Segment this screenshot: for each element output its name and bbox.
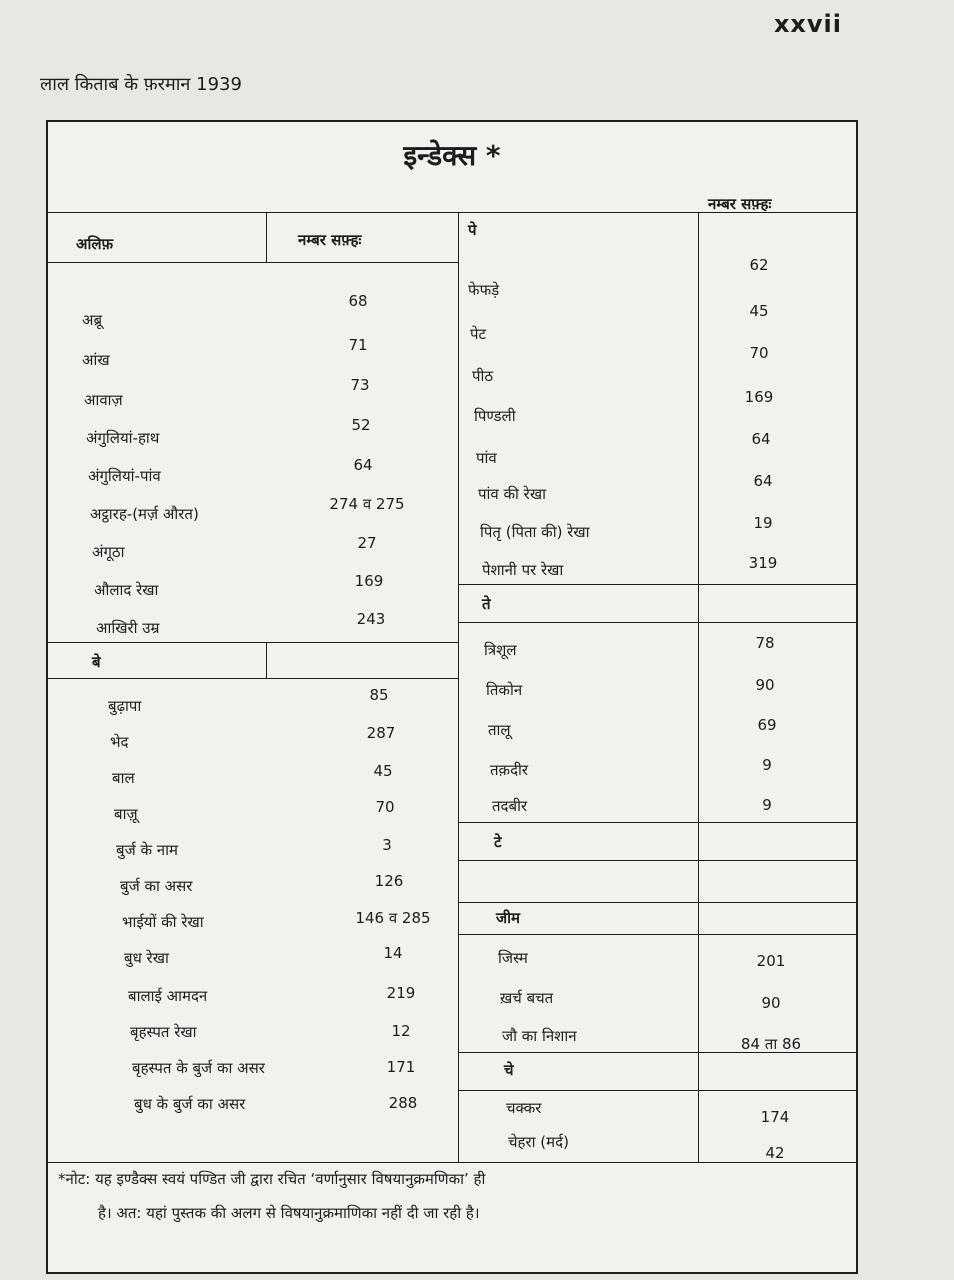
list-item-page: 45 bbox=[373, 762, 393, 780]
list-item-page: 73 bbox=[350, 376, 370, 394]
right-te-bottom bbox=[458, 622, 856, 623]
list-item: तक़दीर bbox=[490, 761, 529, 779]
list-item-page: 27 bbox=[357, 534, 377, 552]
list-item-page: 287 bbox=[366, 724, 396, 742]
right-te-top bbox=[458, 584, 856, 585]
center-divider bbox=[458, 212, 459, 1162]
left-header-page: नम्बर सफ़्हः bbox=[298, 231, 362, 249]
list-item-page: 78 bbox=[755, 634, 775, 652]
list-item: आखिरी उम्र bbox=[96, 619, 160, 637]
list-item-page: 64 bbox=[753, 472, 773, 490]
left-header-divider bbox=[48, 262, 458, 263]
list-item: जौ का निशान bbox=[502, 1027, 577, 1045]
list-item-page: 84 ता 86 bbox=[740, 1035, 802, 1053]
list-item: तिकोन bbox=[486, 681, 523, 699]
list-item: औलाद रेखा bbox=[94, 581, 159, 599]
section-heading-te: ते bbox=[482, 595, 491, 613]
index-table bbox=[46, 120, 858, 1274]
list-item: पेशानी पर रेखा bbox=[482, 561, 564, 579]
page-number: xxvii bbox=[773, 10, 842, 38]
list-item: बुढ़ापा bbox=[108, 697, 142, 715]
left-header-term: अलिफ़ bbox=[76, 235, 114, 253]
list-item-page: 64 bbox=[751, 430, 771, 448]
list-item-page: 85 bbox=[369, 686, 389, 704]
list-item-page: 3 bbox=[382, 836, 392, 854]
list-item: पिण्डली bbox=[474, 407, 516, 425]
list-item-page: 169 bbox=[744, 388, 774, 406]
right-jeem-bottom bbox=[458, 934, 856, 935]
list-item-page: 126 bbox=[374, 872, 404, 890]
section-heading-tte: टे bbox=[494, 833, 502, 851]
list-item-page: 42 bbox=[765, 1144, 785, 1162]
list-item-page: 90 bbox=[761, 994, 781, 1012]
left-page-col-divider bbox=[266, 212, 267, 262]
list-item: बृहस्पत के बुर्ज का असर bbox=[132, 1059, 265, 1077]
list-item: फेफड़े bbox=[468, 281, 500, 299]
list-item-page: 243 bbox=[356, 610, 386, 628]
list-item-page: 9 bbox=[762, 796, 772, 814]
list-item: अंगूठा bbox=[92, 543, 125, 561]
list-item-page: 14 bbox=[383, 944, 403, 962]
section-heading-che: चे bbox=[504, 1061, 514, 1079]
list-item: त्रिशूल bbox=[484, 641, 517, 659]
list-item: बुर्ज का असर bbox=[120, 877, 193, 895]
list-item-page: 64 bbox=[353, 456, 373, 474]
right-tte-top bbox=[458, 822, 856, 823]
list-item-page: 90 bbox=[755, 676, 775, 694]
list-item: चेहरा (मर्द) bbox=[508, 1133, 569, 1151]
list-item-page: 45 bbox=[749, 302, 769, 320]
list-item-page: 71 bbox=[348, 336, 368, 354]
right-che-bottom bbox=[458, 1090, 856, 1091]
list-item: जिस्म bbox=[498, 949, 528, 967]
list-item: तदबीर bbox=[492, 797, 528, 815]
list-item: तालू bbox=[488, 721, 511, 739]
list-item-page: 171 bbox=[386, 1058, 416, 1076]
right-header-page: नम्बर सफ़्हः bbox=[708, 195, 772, 213]
left-be-bottom bbox=[48, 678, 458, 679]
list-item: पांव की रेखा bbox=[478, 485, 546, 503]
list-item-page: 319 bbox=[748, 554, 778, 572]
list-item: बाज़ू bbox=[114, 805, 138, 823]
list-item: बुर्ज के नाम bbox=[116, 841, 178, 859]
list-item-page: 62 bbox=[749, 256, 769, 274]
list-item: अब्रू bbox=[82, 311, 103, 329]
list-item-page: 174 bbox=[760, 1108, 790, 1126]
list-item-page: 70 bbox=[749, 344, 769, 362]
list-item-page: 70 bbox=[375, 798, 395, 816]
list-item: भाईयों की रेखा bbox=[122, 913, 204, 931]
list-item: बुध के बुर्ज का असर bbox=[134, 1095, 246, 1113]
list-item: अट्ठारह-(मर्ज़ औरत) bbox=[90, 505, 199, 523]
list-item: पीठ bbox=[472, 367, 494, 385]
footnote-line-1: *नोट: यह इण्डैक्स स्वयं पण्डित जी द्वारा रचित ‘वर्णानुसार विषयानुक्रमणिका’ ही bbox=[58, 1170, 486, 1188]
left-be-top bbox=[48, 642, 458, 643]
right-tte-blank bbox=[458, 902, 856, 903]
list-item: बालाई आमदन bbox=[128, 987, 208, 1005]
running-head: लाल किताब के फ़रमान 1939 bbox=[40, 74, 242, 95]
section-heading-be: बे bbox=[92, 653, 101, 671]
list-item: पेट bbox=[470, 325, 487, 343]
list-item: बृहस्पत रेखा bbox=[130, 1023, 197, 1041]
footnote bbox=[58, 1162, 838, 1230]
list-item-page: 19 bbox=[753, 514, 773, 532]
list-item-page: 52 bbox=[351, 416, 371, 434]
right-tte-bottom bbox=[458, 860, 856, 861]
list-item-page: 69 bbox=[757, 716, 777, 734]
list-item: बुध रेखा bbox=[124, 949, 169, 967]
footnote-line-2: है। अत: यहां पुस्तक की अलग से विषयानुक्रमाणिका नहीं दी जा रही है। bbox=[98, 1204, 480, 1222]
index-title: इन्डेक्स * bbox=[403, 139, 501, 172]
list-item: भेद bbox=[110, 733, 129, 751]
list-item: आंख bbox=[82, 351, 110, 369]
list-item: पांव bbox=[476, 449, 497, 467]
list-item-page: 288 bbox=[388, 1094, 418, 1112]
list-item-page: 68 bbox=[348, 292, 368, 310]
list-item-page: 219 bbox=[386, 984, 416, 1002]
list-item: पितृ (पिता की) रेखा bbox=[480, 523, 590, 541]
right-page-col-divider bbox=[698, 212, 699, 1162]
list-item: ख़र्च बचत bbox=[500, 989, 554, 1007]
list-item-page: 146 व 285 bbox=[355, 909, 431, 927]
list-item: चक्कर bbox=[506, 1099, 542, 1117]
list-item: बाल bbox=[112, 769, 135, 787]
list-item-page: 169 bbox=[354, 572, 384, 590]
section-heading-jeem: जीम bbox=[496, 909, 520, 927]
list-item: अंगुलियां-हाथ bbox=[86, 429, 160, 447]
list-item-page: 274 व 275 bbox=[329, 495, 405, 513]
left-be-cell-divider bbox=[266, 642, 267, 678]
list-item-page: 9 bbox=[762, 756, 772, 774]
list-item-page: 201 bbox=[756, 952, 786, 970]
list-item: आवाज़ bbox=[84, 391, 123, 409]
list-item-page: 12 bbox=[391, 1022, 411, 1040]
list-item: अंगुलियां-पांव bbox=[88, 467, 161, 485]
right-header-term: पे bbox=[468, 221, 477, 239]
